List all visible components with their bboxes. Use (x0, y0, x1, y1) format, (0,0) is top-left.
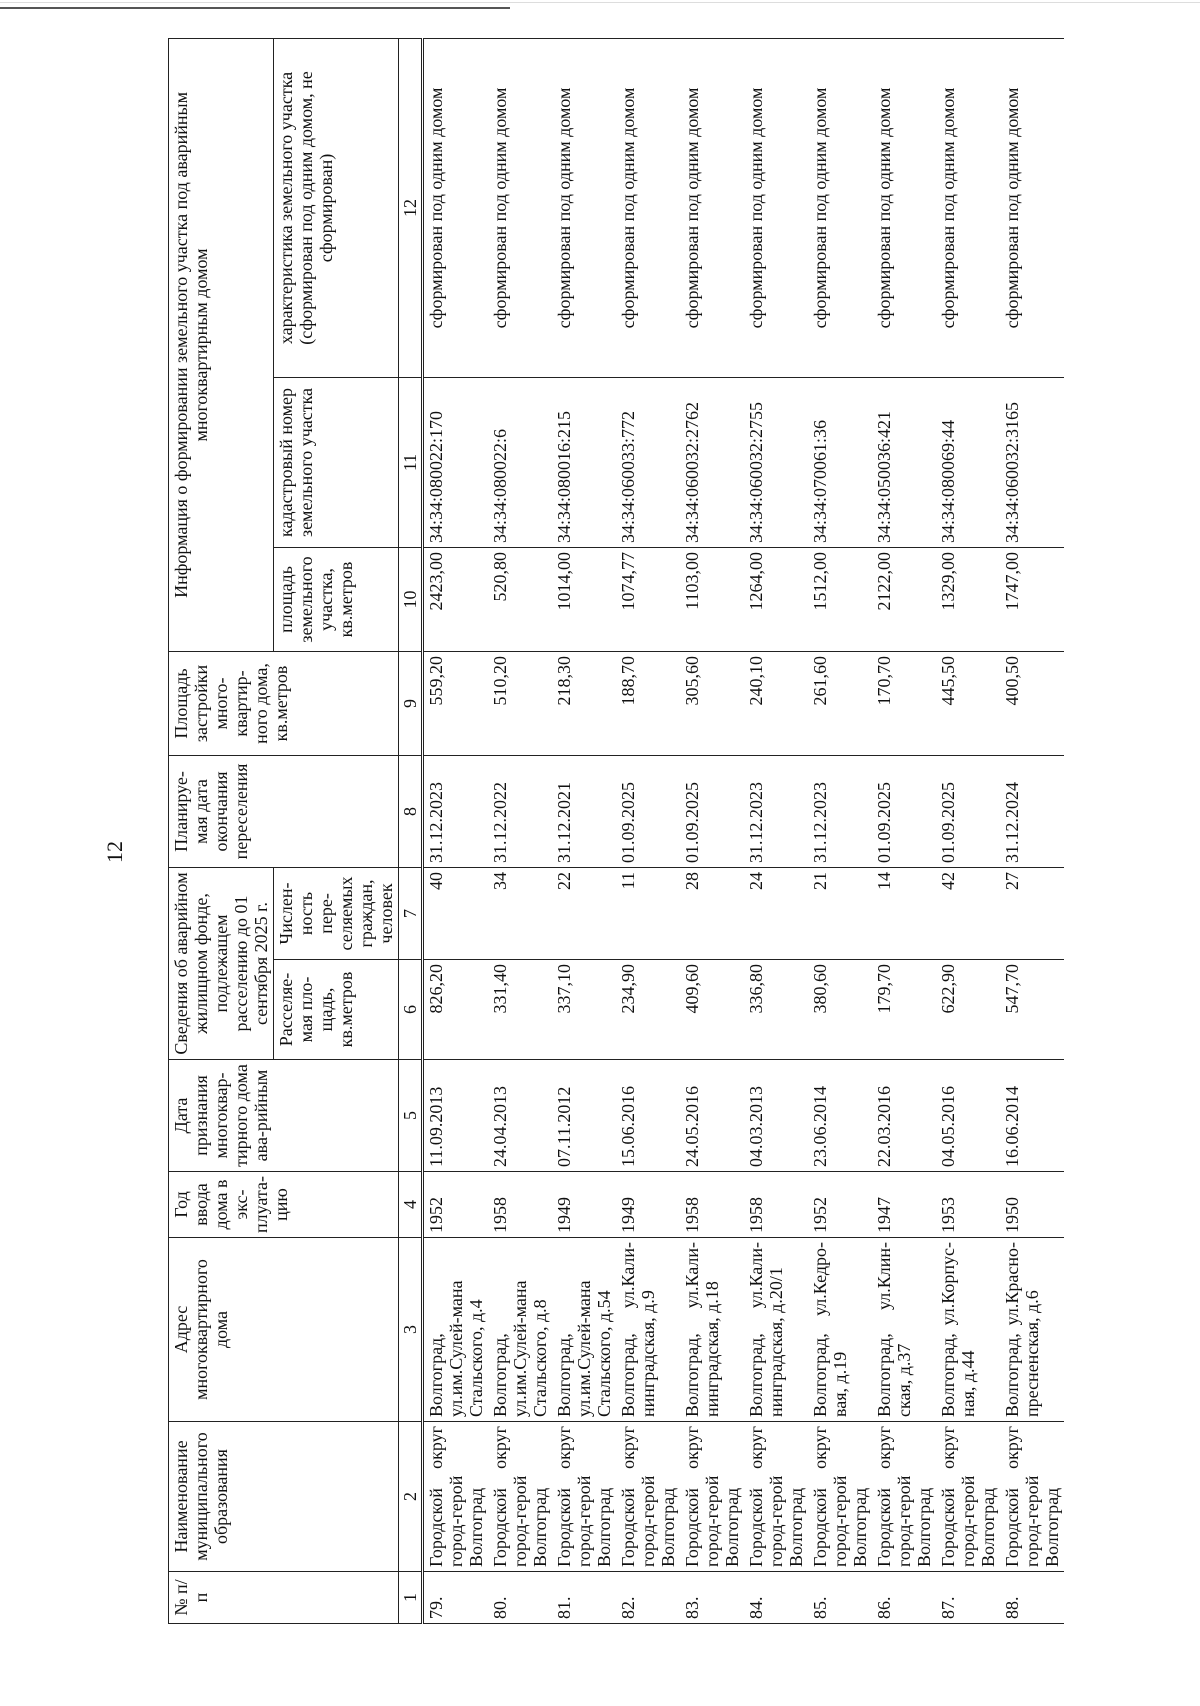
header-resettled-area: Расселяе-мая пло-щадь, кв.метров (274, 960, 399, 1060)
year-cell: 1958 (488, 1172, 552, 1238)
recognition-date-cell: 11.09.2013 (423, 1060, 489, 1172)
recognition-date-cell: 16.06.2014 (1000, 1060, 1064, 1172)
address-cell: Волгоград, ул.Корпус-ная, д.44 (936, 1238, 1000, 1422)
table-row (1000, 38, 1064, 1623)
year-cell: 1947 (872, 1172, 936, 1238)
row-number: 79. (423, 1572, 489, 1624)
scan-top-rule (0, 7, 510, 9)
row-number: 83. (680, 1572, 744, 1624)
municipality-cell: Городской округ город-герой Волгоград (552, 1422, 616, 1572)
header-group-resettlement: Сведения об аварийном жилищном фонде, подлежащем расселению до 01 сентября 2025 г. (169, 867, 274, 1059)
row-number: 81. (552, 1572, 616, 1624)
planned-date-cell: 31.12.2021 (552, 755, 616, 867)
column-number: 9 (399, 651, 423, 755)
resettled-area-cell: 826,20 (423, 960, 489, 1060)
municipality-cell: Городской округ город-герой Волгоград (423, 1422, 489, 1572)
column-number: 2 (399, 1422, 423, 1572)
land-area-cell: 1747,00 (1000, 547, 1064, 651)
building-area-cell: 261,60 (808, 651, 872, 755)
address-cell: Волгоград, ул.Кали-нинградская, д.18 (680, 1238, 744, 1422)
header-cadastral-number: кадастровый номер земельного участка (274, 377, 399, 547)
recognition-date-cell: 04.05.2016 (936, 1060, 1000, 1172)
cadastral-number-cell: 34:34:060033:772 (616, 377, 680, 547)
header-people-count: Числен-ность пере-селяемых граждан, человек (274, 867, 399, 959)
column-number: 12 (399, 38, 423, 377)
row-number: 86. (872, 1572, 936, 1624)
address-cell: Волгоград, ул.Клин-ская, д.37 (872, 1238, 936, 1422)
land-area-cell: 1103,00 (680, 547, 744, 651)
planned-date-cell: 31.12.2023 (808, 755, 872, 867)
building-area-cell: 170,70 (872, 651, 936, 755)
year-cell: 1958 (744, 1172, 808, 1238)
land-area-cell: 1264,00 (744, 547, 808, 651)
address-cell: Волгоград, ул.Кали-нинградская, д.20/1 (744, 1238, 808, 1422)
header-municipality: Наименование муниципального образования (169, 1422, 399, 1572)
cadastral-number-cell: 34:34:050036:421 (872, 377, 936, 547)
people-count-cell: 11 (616, 867, 680, 959)
land-area-cell: 1014,00 (552, 547, 616, 651)
building-area-cell: 400,50 (1000, 651, 1064, 755)
cadastral-number-cell: 34:34:080016:215 (552, 377, 616, 547)
header-year: Год ввода дома в экс-плуата-цию (169, 1172, 399, 1238)
table-row (744, 38, 808, 1623)
recognition-date-cell: 22.03.2016 (872, 1060, 936, 1172)
resettled-area-cell: 336,80 (744, 960, 808, 1060)
building-area-cell: 510,20 (488, 651, 552, 755)
land-area-cell: 2423,00 (423, 547, 489, 651)
row-number: 82. (616, 1572, 680, 1624)
year-cell: 1950 (1000, 1172, 1064, 1238)
year-cell: 1953 (936, 1172, 1000, 1238)
year-cell: 1952 (423, 1172, 489, 1238)
resettled-area-cell: 234,90 (616, 960, 680, 1060)
column-number: 7 (399, 867, 423, 959)
cadastral-number-cell: 34:34:070061:36 (808, 377, 872, 547)
municipality-cell: Городской округ город-герой Волгоград (936, 1422, 1000, 1572)
header-building-area: Площадь застройки много-квартир-ного дома, кв.метров (169, 651, 399, 755)
resettled-area-cell: 409,60 (680, 960, 744, 1060)
header-row-1 (169, 38, 274, 1623)
header-address: Адрес многоквартирного дома (169, 1238, 399, 1422)
address-cell: Волгоград, ул.им.Сулей-мана Стальского, д.54 (552, 1238, 616, 1422)
recognition-date-cell: 07.11.2012 (552, 1060, 616, 1172)
recognition-date-cell: 23.06.2014 (808, 1060, 872, 1172)
header-recognition-date: Дата признания многоквар-тирного дома ава-рийным (169, 1060, 399, 1172)
rotated-table-sheet (168, 39, 1178, 1624)
row-number: 87. (936, 1572, 1000, 1624)
resettled-area-cell: 331,40 (488, 960, 552, 1060)
resettled-area-cell: 622,90 (936, 960, 1000, 1060)
address-cell: Волгоград, ул.Красно-пресненская, д.6 (1000, 1238, 1064, 1422)
people-count-cell: 24 (744, 867, 808, 959)
land-area-cell: 1512,00 (808, 547, 872, 651)
land-area-cell: 1074,77 (616, 547, 680, 651)
table-row (808, 38, 872, 1623)
land-status-cell: сформирован под одним домом (1000, 38, 1064, 377)
people-count-cell: 42 (936, 867, 1000, 959)
column-number: 1 (399, 1572, 423, 1624)
year-cell: 1958 (680, 1172, 744, 1238)
planned-date-cell: 31.12.2023 (423, 755, 489, 867)
planned-date-cell: 01.09.2025 (680, 755, 744, 867)
column-number: 3 (399, 1238, 423, 1422)
land-status-cell: сформирован под одним домом (488, 38, 552, 377)
land-status-cell: сформирован под одним домом (872, 38, 936, 377)
resettled-area-cell: 337,10 (552, 960, 616, 1060)
people-count-cell: 27 (1000, 867, 1064, 959)
table-row (423, 38, 489, 1623)
municipality-cell: Городской округ город-герой Волгоград (1000, 1422, 1064, 1572)
column-number: 4 (399, 1172, 423, 1238)
land-status-cell: сформирован под одним домом (680, 38, 744, 377)
address-cell: Волгоград, ул.им.Сулей-мана Стальского, д.8 (488, 1238, 552, 1422)
table-row (616, 38, 680, 1623)
table-row (488, 38, 552, 1623)
people-count-cell: 14 (872, 867, 936, 959)
municipality-cell: Городской округ город-герой Волгоград (872, 1422, 936, 1572)
column-number: 5 (399, 1060, 423, 1172)
cadastral-number-cell: 34:34:060032:3165 (1000, 377, 1064, 547)
land-status-cell: сформирован под одним домом (808, 38, 872, 377)
land-status-cell: сформирован под одним домом (423, 38, 489, 377)
resettled-area-cell: 547,70 (1000, 960, 1064, 1060)
table-row (552, 38, 616, 1623)
header-planned-date: Планируе-мая дата окончания переселения (169, 755, 399, 867)
page-number: 12 (102, 841, 127, 863)
cadastral-number-cell: 34:34:060032:2762 (680, 377, 744, 547)
planned-date-cell: 01.09.2025 (872, 755, 936, 867)
land-status-cell: сформирован под одним домом (552, 38, 616, 377)
building-area-cell: 305,60 (680, 651, 744, 755)
municipality-cell: Городской округ город-герой Волгоград (488, 1422, 552, 1572)
table-row (936, 38, 1000, 1623)
building-area-cell: 559,20 (423, 651, 489, 755)
cadastral-number-cell: 34:34:080069:44 (936, 377, 1000, 547)
land-status-cell: сформирован под одним домом (744, 38, 808, 377)
row-number: 85. (808, 1572, 872, 1624)
year-cell: 1949 (616, 1172, 680, 1238)
header-number: № п/п (169, 1572, 399, 1624)
row-number: 84. (744, 1572, 808, 1624)
recognition-date-cell: 15.06.2016 (616, 1060, 680, 1172)
land-area-cell: 2122,00 (872, 547, 936, 651)
year-cell: 1949 (552, 1172, 616, 1238)
recognition-date-cell: 24.05.2016 (680, 1060, 744, 1172)
recognition-date-cell: 24.04.2013 (488, 1060, 552, 1172)
header-land-status: характеристика земельного участка (сформирован под одним домом, не сформирован) (274, 38, 399, 377)
column-number-row (399, 38, 423, 1623)
building-area-cell: 218,30 (552, 651, 616, 755)
address-cell: Волгоград, ул.Кали-нинградская, д.9 (616, 1238, 680, 1422)
header-land-area: площадь земельного участка, кв.метров (274, 547, 399, 651)
land-status-cell: сформирован под одним домом (936, 38, 1000, 377)
municipality-cell: Городской округ город-герой Волгоград (616, 1422, 680, 1572)
people-count-cell: 28 (680, 867, 744, 959)
scan-edge-line (0, 2, 1200, 3)
row-number: 88. (1000, 1572, 1064, 1624)
cadastral-number-cell: 34:34:080022:6 (488, 377, 552, 547)
planned-date-cell: 01.09.2025 (936, 755, 1000, 867)
table-row (872, 38, 936, 1623)
planned-date-cell: 31.12.2024 (1000, 755, 1064, 867)
column-number: 11 (399, 377, 423, 547)
resettled-area-cell: 179,70 (872, 960, 936, 1060)
building-area-cell: 445,50 (936, 651, 1000, 755)
address-cell: Волгоград, ул.Кедро-вая, д.19 (808, 1238, 872, 1422)
cadastral-number-cell: 34:34:080022:170 (423, 377, 489, 547)
recognition-date-cell: 04.03.2013 (744, 1060, 808, 1172)
municipality-cell: Городской округ город-герой Волгоград (808, 1422, 872, 1572)
people-count-cell: 21 (808, 867, 872, 959)
land-area-cell: 1329,00 (936, 547, 1000, 651)
year-cell: 1952 (808, 1172, 872, 1238)
people-count-cell: 40 (423, 867, 489, 959)
row-number: 80. (488, 1572, 552, 1624)
emergency-housing-table (168, 38, 1064, 1624)
column-number: 6 (399, 960, 423, 1060)
planned-date-cell: 31.12.2023 (744, 755, 808, 867)
land-area-cell: 520,80 (488, 547, 552, 651)
column-number: 10 (399, 547, 423, 651)
land-status-cell: сформирован под одним домом (616, 38, 680, 377)
table-body (423, 38, 1065, 1623)
address-cell: Волгоград, ул.им.Сулей-мана Стальского, д.4 (423, 1238, 489, 1422)
municipality-cell: Городской округ город-герой Волгоград (680, 1422, 744, 1572)
column-number: 8 (399, 755, 423, 867)
planned-date-cell: 31.12.2022 (488, 755, 552, 867)
municipality-cell: Городской округ город-герой Волгоград (744, 1422, 808, 1572)
people-count-cell: 22 (552, 867, 616, 959)
people-count-cell: 34 (488, 867, 552, 959)
cadastral-number-cell: 34:34:060032:2755 (744, 377, 808, 547)
building-area-cell: 188,70 (616, 651, 680, 755)
planned-date-cell: 01.09.2025 (616, 755, 680, 867)
building-area-cell: 240,10 (744, 651, 808, 755)
table-row (680, 38, 744, 1623)
resettled-area-cell: 380,60 (808, 960, 872, 1060)
header-group-land: Информация о формировании земельного участка под аварийным многоквартирным домом (169, 38, 274, 651)
